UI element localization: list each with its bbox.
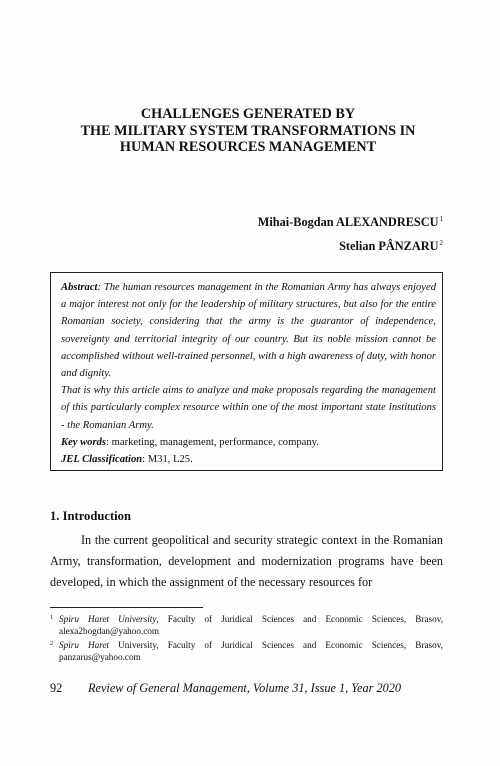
author-1-footnote-marker: 1: [439, 215, 443, 223]
author-2-footnote-marker: 2: [439, 239, 443, 247]
jel-label: JEL Classification: [61, 454, 143, 466]
jel-text: : M31, L25.: [142, 454, 193, 466]
footnote-1-institution: Spiru Haret University: [59, 614, 157, 624]
paper-title: [48, 106, 448, 156]
abstract-text: : The human resources management in the Romanian Army has always enjoyed a major interest not only for the leadership of military structures, but also for the entire Romanian society, considering that the army is the guarantor of independence, sovereignty and territorial integrity of our country. But its noble mission cannot be accomplished without well-trained personnel, with a high awareness of duty, with honor and dignity.: [61, 282, 436, 380]
author-1: [258, 209, 443, 233]
introduction-paragraph: In the current geopolitical and security strategic context in the Romanian Army, transformation, development and modernization programs have been developed, in which the assignment of the necessary resources for: [50, 533, 443, 589]
keywords-label: Key words: [61, 436, 107, 448]
journal-footer: Review of General Management, Volume 31, Issue 1, Year 2020: [88, 681, 402, 695]
page-number: 92: [50, 681, 63, 695]
abstract-box: [50, 272, 443, 471]
footnote-1: [50, 614, 443, 637]
footnote-separator: [50, 607, 203, 608]
footnote-1-number: 1: [50, 614, 54, 621]
section-heading: 1. Introduction: [50, 509, 131, 523]
author-1-name: Mihai-Bogdan ALEXANDRESCU: [257, 215, 439, 229]
author-list: [258, 209, 443, 257]
keywords-text: : marketing, management, performance, company.: [106, 436, 319, 448]
keywords-line: [61, 434, 436, 451]
abstract-label: Abstract: [61, 282, 98, 293]
abstract-paragraph: [61, 279, 436, 382]
title-line-3: HUMAN RESOURCES MANAGEMENT: [119, 139, 377, 155]
footnote-2: [50, 640, 443, 663]
abstract-paragraph-2: That is why this article aims to analyze and make proposals regarding the management of this particularly complex resource within one of the most important state institutions - the Romanian Army.: [61, 385, 436, 431]
footnote-1-text: , Faculty of Juridical Sciences and Economic Sciences, Brasov, alexa2bogdan@yahoo.com: [59, 614, 444, 636]
footnote-2-institution: Spiru Haret: [59, 640, 110, 650]
title-line-2: THE MILITARY SYSTEM TRANSFORMATIONS IN: [80, 122, 416, 139]
author-2-name: Stelian PÂNZARU: [339, 239, 439, 253]
footnote-2-text: University, Faculty of Juridical Sciences and Economic Sciences, Brasov, panzarus@yahoo.com: [59, 640, 443, 662]
author-2: [258, 233, 443, 257]
jel-line: [61, 451, 436, 468]
title-line-1: CHALLENGES GENERATED BY: [140, 106, 356, 122]
footnote-2-number: 2: [50, 640, 54, 647]
